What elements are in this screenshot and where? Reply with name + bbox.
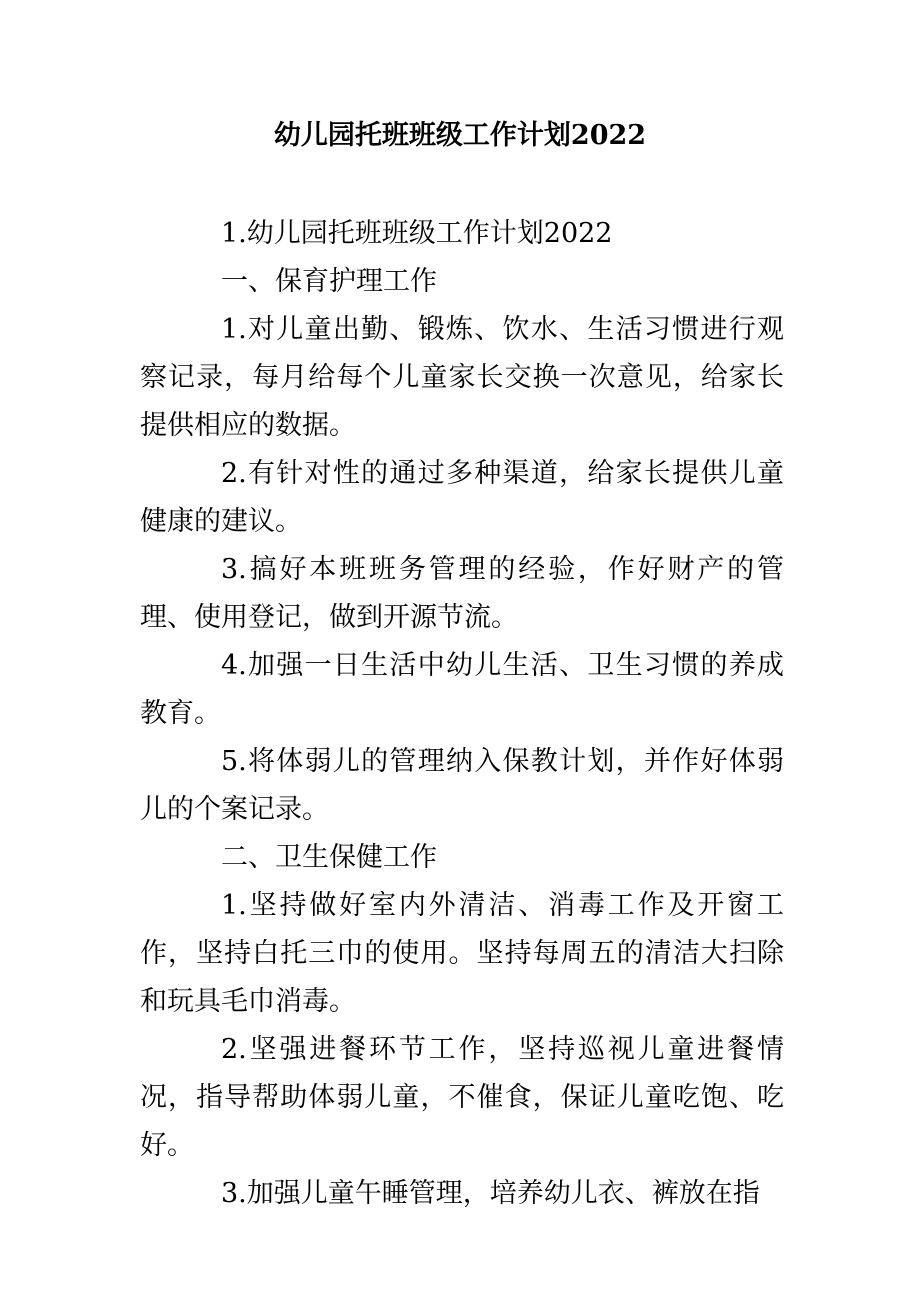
paragraph-care-4: 4.加强一日生活中幼儿生活、卫生习惯的养成教育。 <box>140 650 784 729</box>
paragraph-care-5: 5.将体弱儿的管理纳入保教计划，并作好体弱儿的个案记录。 <box>140 746 784 825</box>
section-heading-health: 二、卫生保健工作 <box>221 842 437 873</box>
document-title: 幼儿园托班班级工作计划2022 <box>273 120 647 151</box>
paragraph-health-2: 2.坚强进餐环节工作，坚持巡视儿童进餐情况，指导帮助体弱儿童，不催食，保证儿童吃饱、吃好。 <box>140 1034 784 1161</box>
paragraph-heading-1: 1.幼儿园托班班级工作计划2022 <box>221 218 613 249</box>
paragraph-health-3: 3.加强儿童午睡管理，培养幼儿衣、裤放在指 <box>221 1178 760 1209</box>
paragraph-care-2: 2.有针对性的通过多种渠道，给家长提供儿童健康的建议。 <box>140 458 784 537</box>
paragraph-care-3: 3.搞好本班班务管理的经验，作好财产的管理、使用登记，做到开源节流。 <box>140 554 784 633</box>
paragraph-care-1: 1.对儿童出勤、锻炼、饮水、生活习惯进行观察记录，每月给每个儿童家长交换一次意见，给家长提供相应的数据。 <box>140 314 784 441</box>
document-body <box>140 210 784 1218</box>
paragraph-health-1: 1.坚持做好室内外清洁、消毒工作及开窗工作，坚持白托三巾的使用。坚持每周五的清洁大扫除和玩具毛巾消毒。 <box>140 890 784 1017</box>
section-heading-care: 一、保育护理工作 <box>221 266 437 297</box>
